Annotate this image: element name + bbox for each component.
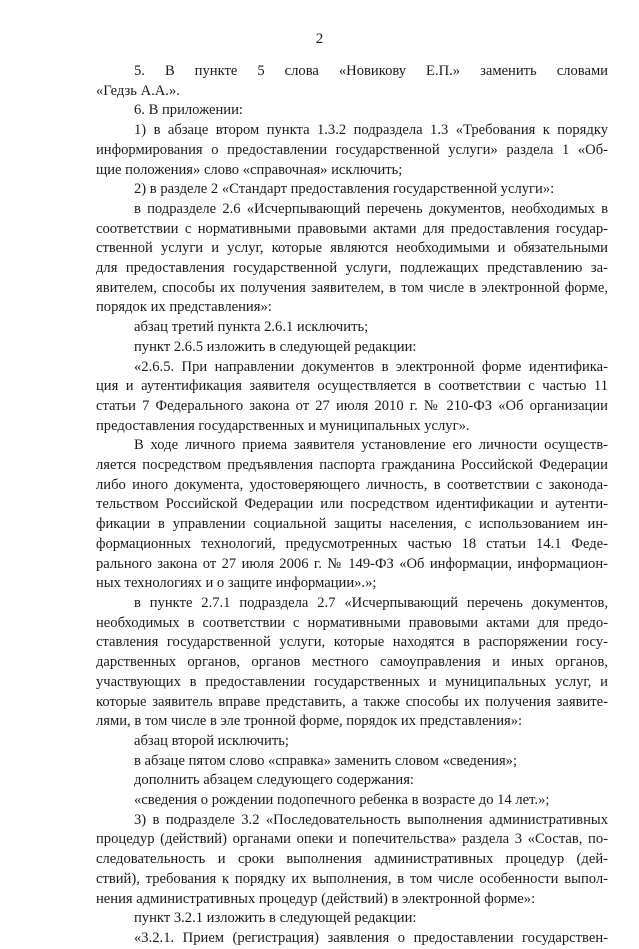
text-line: соответствии с нормативными правовыми актами для предоставления государ-	[96, 220, 608, 237]
text-line: статьи 7 Федерального закона от 27 июля 2010 г. № 210-ФЗ «Об организации	[96, 397, 608, 414]
text-line: абзац третий пункта 2.6.1 исключить;	[134, 319, 369, 336]
text-line: В ходе личного приема заявителя установление его личности осуществ-	[134, 437, 608, 454]
text-line: следовательность и сроки выполнения административных процедур (дей-	[96, 851, 608, 868]
text-line: «сведения о рождении подопечного ребенка в возрасте до 14 лет.»;	[134, 792, 550, 809]
text-line: лями, в том числе в эле тронной форме, порядок их представления»:	[96, 713, 523, 730]
text-line: ствий), требования к порядку их выполнения, в том числе особенности выпол-	[96, 870, 608, 887]
text-line: в подразделе 2.6 «Исчерпывающий перечень документов, необходимых в	[134, 200, 608, 217]
text-line: в абзаце пятом слово «справка» заменить словом «сведения»;	[134, 752, 518, 769]
text-line: щие положения» слово «справочная» исключить;	[96, 161, 403, 178]
text-line: для предоставления государственной услуги, подлежащих представлению за-	[96, 260, 608, 277]
text-line: 2) в разделе 2 «Стандарт предоставления государственной услуги»:	[134, 181, 555, 198]
text-line: участвующих в предоставлении государственных и муниципальных услуг, и	[96, 673, 608, 690]
text-line: ственной услуги и услуг, которые являются необходимыми и обязательными	[96, 240, 608, 257]
text-line: в пункте 2.7.1 подраздела 2.7 «Исчерпывающий перечень документов,	[134, 594, 608, 611]
text-line: дополнить абзацем следующего содержания:	[134, 772, 414, 789]
text-line: ция и аутентификация заявителя осуществляется в соответствии с частью 11	[96, 378, 608, 395]
text-line: «2.6.5. При направлении документов в электронной форме идентифика-	[134, 358, 608, 375]
text-line: 5. В пункте 5 слова «Новикову Е.П.» заменить словами	[134, 63, 608, 79]
text-line: необходимых в соответствии с нормативными правовыми актами для предо-	[96, 614, 608, 631]
text-line: информирования о предоставлении государственной услуги» раздела 1 «Об-	[96, 141, 608, 158]
text-line: пункт 2.6.5 изложить в следующей редакции:	[134, 338, 417, 355]
text-line: ных технологиях и о защите информации».»;	[96, 575, 377, 592]
text-line: 6. В приложении:	[134, 102, 243, 119]
text-line: либо иного документа, удостоверяющего личность, в соответствии с законода-	[96, 476, 608, 493]
text-line: пункт 3.2.1 изложить в следующей редакции:	[134, 910, 417, 927]
page-number: 2	[315, 31, 324, 47]
text-line: которые заявитель вправе представить, а также способы их получения заявите-	[96, 693, 608, 710]
text-line: «Гедзь А.А.».	[96, 82, 180, 99]
text-line: ляется посредством предъявления паспорта гражданина Российской Федерации	[96, 457, 608, 474]
text-line: предоставления государственных и муниципальных услуг».	[96, 417, 470, 434]
text-line: «3.2.1. Прием (регистрация) заявления о предоставлении государствен-	[134, 929, 608, 946]
text-line: 3) в подразделе 3.2 «Последовательность выполнения административных	[134, 811, 608, 828]
text-line: тельством Российской Федерации или посредством идентификации и аутенти-	[96, 496, 608, 513]
text-line: рального закона от 27 июля 2006 г. № 149-ФЗ «Об информации, информацион-	[96, 555, 608, 572]
text-line: ставления государственной услуги, которые находятся в распоряжении госу-	[96, 634, 608, 651]
text-line: явителем, способы их получения заявителем, в том числе в электронной форме,	[96, 279, 608, 296]
text-line: порядок их представления»:	[96, 299, 272, 316]
text-line: фикации в управлении социальной защиты населения, с использованием ин-	[96, 516, 608, 533]
text-line: 1) в абзаце втором пункта 1.3.2 подраздела 1.3 «Требования к порядку	[134, 122, 608, 139]
text-line: дарственных органов, органов местного самоуправления и иных органов,	[96, 654, 608, 671]
text-line: абзац второй исключить;	[134, 732, 289, 749]
document-body	[96, 62, 608, 949]
text-line: процедур (действий) органами опеки и попечительства» раздела 3 «Состав, по-	[96, 831, 608, 848]
text-line: формационных технологий, предусмотренных частью 18 статьи 14.1 Феде-	[96, 535, 608, 552]
text-line: нения административных процедур (действий) в электронной форме»:	[96, 890, 536, 907]
